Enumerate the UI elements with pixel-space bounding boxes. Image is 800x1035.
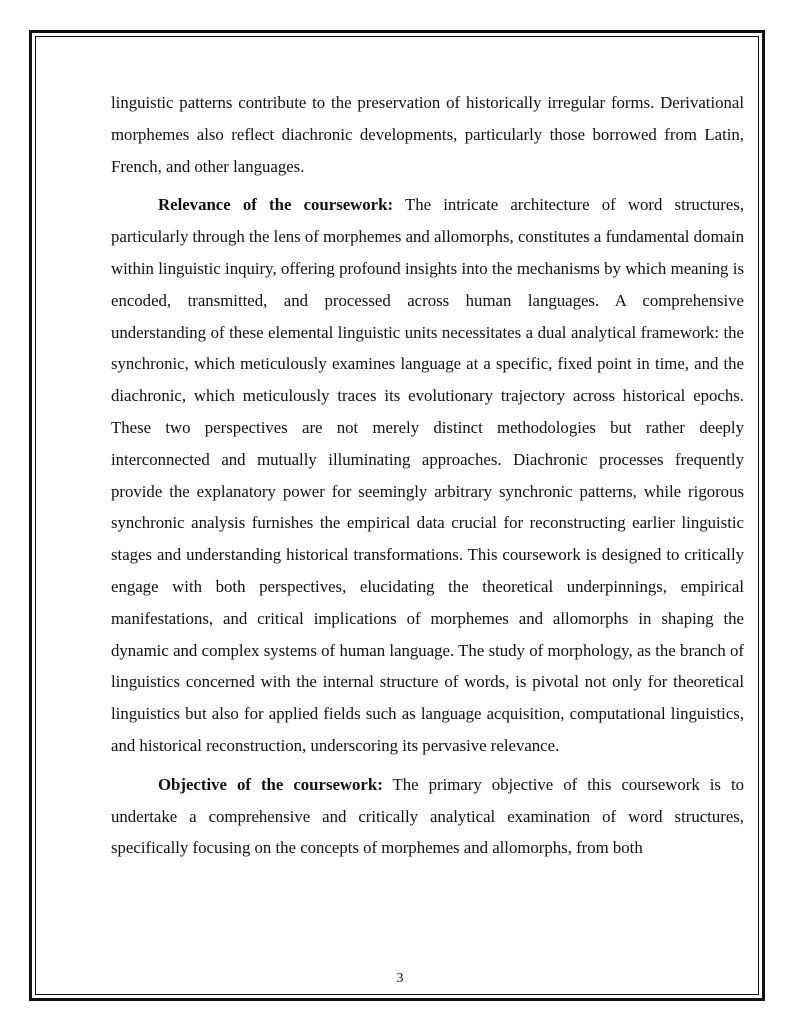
page-number: 3: [396, 971, 404, 986]
page-body: [111, 87, 744, 864]
paragraph-text: The intricate architecture of word structures, particularly through the lens of morphemes and allomorphs, constitutes a fundamental domain within linguistic inquiry, offering profound insights into the mechanisms by which meaning is encoded, transmitted, and processed across human languages. A comprehensive understanding of these elemental linguistic units necessitates a dual analytical framework: the synchronic, which meticulously examines language at a specific, fixed point in time, and the diachronic, which meticulously traces its evolutionary trajectory across historical epochs. These two perspectives are not merely distinct methodologies but rather deeply interconnected and mutually illuminating approaches. Diachronic processes frequently provide the explanatory power for seemingly arbitrary synchronic patterns, while rigorous synchronic analysis furnishes the empirical data crucial for reconstructing earlier linguistic stages and understanding historical transformations. This coursework is designed to critically engage with both perspectives, elucidating the theoretical underpinnings, empirical manifestations, and critical implications of morphemes and allomorphs in shaping the dynamic and complex systems of human language. The study of morphology, as the branch of linguistics concerned with the internal structure of words, is pivotal not only for theoretical linguistics but also for applied fields such as language acquisition, computational linguistics, and historical reconstruction, underscoring its pervasive relevance.: [111, 195, 744, 755]
section-heading-relevance: Relevance of the coursework:: [158, 195, 394, 215]
paragraph-objective: [111, 769, 744, 864]
section-heading-objective: Objective of the coursework:: [158, 774, 383, 794]
paragraph-relevance: [111, 189, 744, 761]
paragraph-continuation: [111, 87, 744, 182]
paragraph-text: The primary objective of this coursework is to undertake a comprehensive and critically analytical examination of word structures, specifically focusing on the concepts of morphemes and allomorphs, from both: [111, 774, 745, 858]
paragraph-text: linguistic patterns contribute to the preservation of historically irregular forms. Derivational morphemes also reflect diachronic developments, particularly those borrowed from Latin, French, and other languages.: [111, 93, 744, 176]
